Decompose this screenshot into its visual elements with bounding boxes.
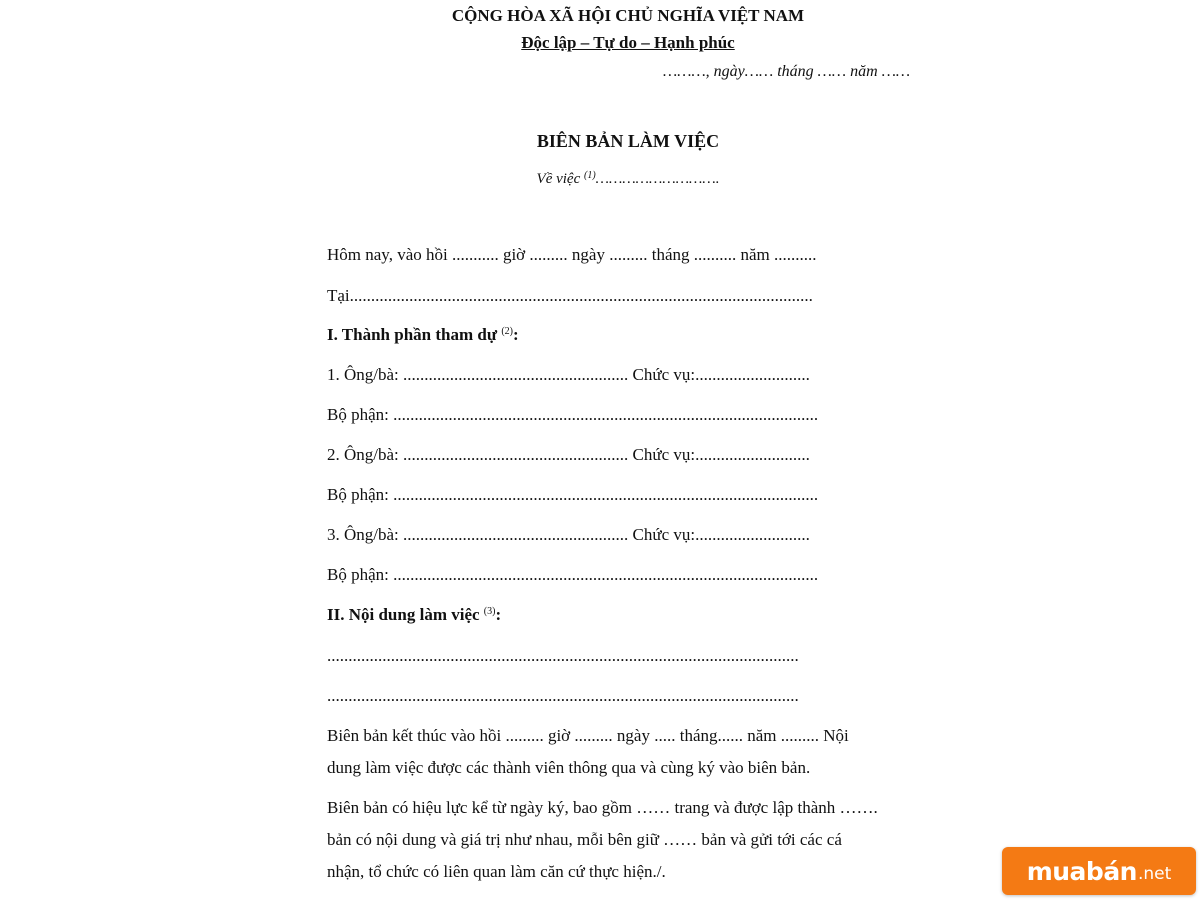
participant-3-department: Bộ phận: .................................................................................................... bbox=[327, 565, 819, 584]
meeting-place-line: Tại............................................................................................................. bbox=[327, 286, 813, 305]
section-2-title: II. Nội dung làm việc bbox=[327, 605, 484, 624]
muaban-watermark-logo bbox=[1002, 847, 1196, 895]
participant-2-department: Bộ phận: .................................................................................................... bbox=[327, 485, 819, 504]
closing-paragraph bbox=[327, 720, 937, 784]
document-title: BIÊN BẢN LÀM VIỆC bbox=[536, 131, 720, 151]
participant-1-line: 1. Ông/bà: ..................................................... Chức vụ:........................... bbox=[327, 365, 810, 384]
validity-paragraph bbox=[327, 792, 937, 888]
motto-text: Độc lập – Tự do – Hạnh phúc bbox=[521, 33, 735, 52]
participant-1-department: Bộ phận: .................................................................................................... bbox=[327, 405, 819, 424]
watermark-name: muabán bbox=[1026, 856, 1137, 886]
motto bbox=[0, 33, 1200, 53]
content-line-2: ............................................................................................................... bbox=[327, 686, 799, 705]
section-2-note: (3) bbox=[483, 606, 496, 617]
validity-line-3: nhận, tổ chức có liên quan làm căn cứ thực hiện./. bbox=[327, 862, 666, 881]
participant-2-line: 2. Ông/bà: ..................................................... Chức vụ:........................... bbox=[327, 445, 810, 464]
subject-note: (1) bbox=[584, 170, 596, 181]
section-1-title: I. Thành phần tham dự bbox=[327, 325, 502, 344]
subject-prefix: Về việc bbox=[536, 171, 584, 187]
closing-line-2: dung làm việc được các thành viên thông qua và cùng ký vào biên bản. bbox=[327, 758, 811, 777]
section-1-heading bbox=[327, 325, 519, 345]
validity-line-1: Biên bản có hiệu lực kể từ ngày ký, bao gồm …… trang và được lập thành ……. bbox=[327, 798, 878, 817]
participant-3-line: 3. Ông/bà: ..................................................... Chức vụ:........................... bbox=[327, 525, 810, 544]
section-1-note: (2) bbox=[501, 326, 513, 337]
section-2-heading bbox=[327, 605, 501, 625]
content-line-1: ............................................................................................................... bbox=[327, 646, 799, 665]
dateline: ………, ngày…… tháng …… năm …… bbox=[663, 63, 911, 80]
meeting-time-line: Hôm nay, vào hồi ........... giờ ......... ngày ......... tháng .......... năm .......... bbox=[327, 245, 817, 264]
closing-line-1: Biên bản kết thúc vào hồi ......... giờ ......... ngày ..... tháng...... năm ......... Nội bbox=[327, 726, 849, 745]
document-subject bbox=[0, 170, 1200, 188]
validity-line-2: bản có nội dung và giá trị như nhau, mỗi bên giữ …… bản và gửi tới các cá bbox=[327, 830, 842, 849]
watermark-suffix: .net bbox=[1137, 864, 1172, 884]
subject-blank: ………………………. bbox=[595, 171, 720, 187]
section-1-colon: : bbox=[512, 325, 519, 344]
nation-header: CỘNG HÒA XÃ HỘI CHỦ NGHĨA VIỆT NAM bbox=[451, 6, 805, 25]
section-2-colon: : bbox=[495, 605, 502, 624]
